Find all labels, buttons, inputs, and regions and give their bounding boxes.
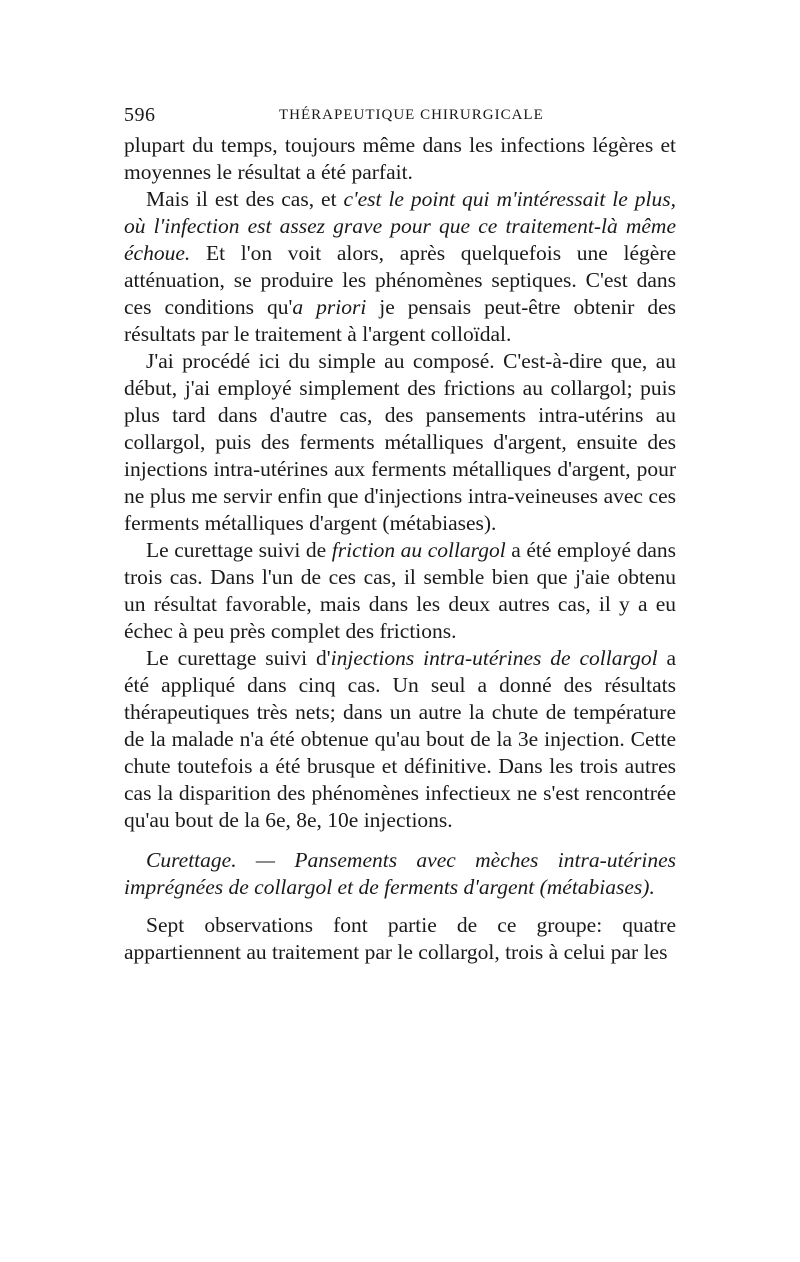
text-run: J'ai procédé ici du simple au composé. C'est-à-dire que, au début, j'ai employé simplement des frictions au collargol; puis plus tard dans d'autre cas, des pansements intra-utérins au collargol, puis des ferments métalliques d'argent, ensuite des injections intra-utérines aux ferments métalliques d'argent, pour ne plus me servir enfin que d'injections intra-veineuses avec ces ferments métalliques d'argent (métabiases). — [124, 349, 676, 535]
paragraph-4 — [124, 537, 676, 645]
paragraph-3 — [124, 348, 676, 537]
body-text — [124, 132, 676, 966]
paragraph-5 — [124, 645, 676, 834]
text-run: Mais il est des cas, et — [146, 187, 344, 211]
italic-run: friction au collargol — [331, 538, 506, 562]
running-head: THÉRAPEUTIQUE CHIRURGICALE — [279, 107, 544, 123]
text-run: je pensais peut-être obtenir des résultats par le traitement à l'argent colloïdal. — [124, 295, 677, 346]
text-run: Le curettage suivi d' — [146, 646, 331, 670]
paragraph-1 — [124, 132, 676, 186]
text-run: Le curettage suivi de — [146, 538, 332, 562]
page-header — [124, 100, 676, 132]
heading-text: Curettage. — Pansements avec mèches intra-utérines imprégnées de collargol et de ferments d'argent (métabiases). — [124, 848, 676, 899]
section-heading — [124, 847, 676, 901]
book-page — [124, 100, 676, 966]
text-run: Et l'on voit alors, après quelquefois une légère atténuation, se produire les phénomènes septiques. C'est dans ces conditions qu' — [124, 241, 676, 319]
italic-run: injections intra-utérines de collargol — [330, 646, 658, 670]
text-run: a été appliqué dans cinq cas. Un seul a donné des résultats thérapeutiques très nets; dans un autre la chute de température de la malade n'a été obtenue qu'au bout de la 3e injection. Cette chute toutefois a été brusque et définitive. Dans les trois autres cas la disparition des phénomènes infectieux ne s'est rencontrée qu'au bout de la 6e, 8e, 10e injections. — [124, 646, 677, 832]
paragraph-7 — [124, 912, 676, 966]
italic-run: a priori — [292, 295, 367, 319]
text-run: plupart du temps, toujours même dans les infections légères et moyennes le résultat a été parfait. — [124, 133, 676, 184]
italic-run: c'est le point qui m'intéressait le plus, où l'infection est assez grave pour que ce traitement-là même échoue. — [124, 187, 676, 265]
text-run: Sept observations font partie de ce groupe: quatre appartiennent au traitement par le collargol, trois à celui par les — [124, 913, 676, 964]
text-run: a été employé dans trois cas. Dans l'un de ces cas, il semble bien que j'aie obtenu un résultat favorable, mais dans les deux autres cas, il y a eu échec à peu près complet des frictions. — [124, 538, 676, 643]
paragraph-2 — [124, 186, 676, 348]
page-number: 596 — [124, 104, 156, 126]
